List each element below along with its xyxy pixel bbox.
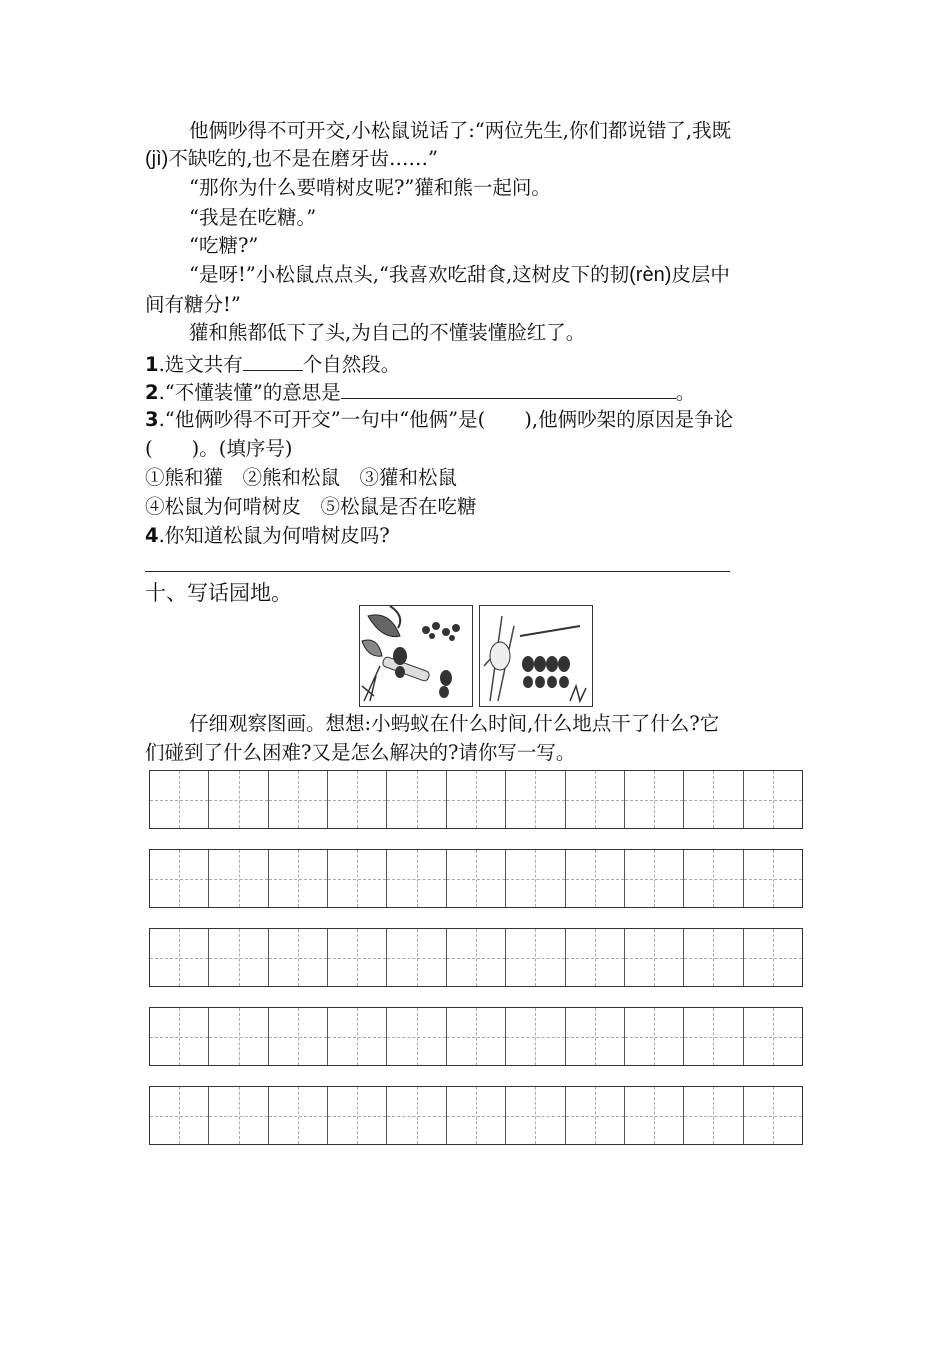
writing-cell[interactable] (208, 929, 267, 986)
writing-grid-row (149, 849, 803, 908)
question-1: 1.选文共有 个自然段。 (145, 350, 400, 378)
writing-cell[interactable] (505, 1008, 564, 1065)
passage-line: (jì)不缺吃的,也不是在磨牙齿……” (145, 147, 438, 170)
pinyin-annotation: (jì) (145, 148, 169, 170)
question-2: 2.“不懂装懂”的意思是 。 (145, 378, 695, 406)
writing-cell[interactable] (743, 1087, 802, 1144)
writing-prompt: 们碰到了什么困难?又是怎么解决的?请你写一写。 (145, 741, 576, 764)
writing-cell[interactable] (268, 850, 327, 907)
writing-cell[interactable] (327, 1008, 386, 1065)
writing-cell[interactable] (150, 771, 208, 828)
writing-cell[interactable] (565, 929, 624, 986)
ant-picture-2 (479, 605, 593, 707)
passage-line: 獾和熊都低下了头,为自己的不懂装懂脸红了。 (189, 321, 586, 344)
answer-blank[interactable] (243, 350, 303, 371)
writing-cell[interactable] (150, 1008, 208, 1065)
writing-cell[interactable] (386, 1008, 445, 1065)
writing-cell[interactable] (268, 929, 327, 986)
passage-line: 他俩吵得不可开交,小松鼠说话了:“两位先生,你们都说错了,我既 (189, 119, 732, 142)
passage-line: “是呀!”小松鼠点点头,“我喜欢吃甜食,这树皮下的韧(rèn)皮层中 (189, 263, 730, 286)
writing-cell[interactable] (743, 929, 802, 986)
pinyin-annotation: (rèn) (629, 264, 672, 286)
writing-cell[interactable] (327, 929, 386, 986)
writing-cell[interactable] (268, 771, 327, 828)
writing-cell[interactable] (565, 850, 624, 907)
writing-grid-row (149, 1007, 803, 1066)
question-3: 3.“他俩吵得不可开交”一句中“他俩”是( ),他俩吵架的原因是争论 (145, 408, 734, 431)
writing-cell[interactable] (565, 1087, 624, 1144)
writing-cell[interactable] (446, 1087, 505, 1144)
writing-cell[interactable] (683, 1008, 742, 1065)
writing-cell[interactable] (743, 850, 802, 907)
writing-cell[interactable] (446, 1008, 505, 1065)
writing-cell[interactable] (743, 771, 802, 828)
ant-picture-1 (359, 605, 473, 707)
writing-cell[interactable] (565, 771, 624, 828)
writing-cell[interactable] (505, 929, 564, 986)
writing-cell[interactable] (327, 1087, 386, 1144)
passage-line: “我是在吃糖。” (189, 206, 317, 229)
writing-cell[interactable] (150, 929, 208, 986)
writing-cell[interactable] (386, 850, 445, 907)
writing-cell[interactable] (743, 1008, 802, 1065)
writing-grid-row (149, 770, 803, 829)
writing-cell[interactable] (683, 771, 742, 828)
section-title: 十、写话园地。 (145, 581, 292, 605)
writing-cell[interactable] (683, 850, 742, 907)
writing-cell[interactable] (624, 850, 683, 907)
writing-cell[interactable] (505, 1087, 564, 1144)
writing-cell[interactable] (446, 850, 505, 907)
options-line: ④松鼠为何啃树皮 ⑤松鼠是否在吃糖 (145, 495, 477, 518)
passage-line: 间有糖分!” (145, 293, 241, 316)
writing-grid-row (149, 1086, 803, 1145)
passage-line: “那你为什么要啃树皮呢?”獾和熊一起问。 (189, 176, 551, 199)
writing-cell[interactable] (624, 1087, 683, 1144)
writing-cell[interactable] (150, 850, 208, 907)
answer-blank[interactable] (341, 378, 676, 399)
answer-line[interactable] (145, 571, 730, 572)
writing-cell[interactable] (683, 929, 742, 986)
writing-cell[interactable] (624, 1008, 683, 1065)
writing-cell[interactable] (327, 771, 386, 828)
passage-line: “吃糖?” (189, 234, 259, 257)
writing-cell[interactable] (208, 1087, 267, 1144)
question-4: 4.你知道松鼠为何啃树皮吗? (145, 524, 390, 547)
writing-cell[interactable] (386, 771, 445, 828)
writing-cell[interactable] (683, 1087, 742, 1144)
writing-cell[interactable] (446, 771, 505, 828)
writing-cell[interactable] (565, 1008, 624, 1065)
writing-cell[interactable] (327, 850, 386, 907)
writing-cell[interactable] (446, 929, 505, 986)
writing-cell[interactable] (624, 929, 683, 986)
writing-cell[interactable] (208, 1008, 267, 1065)
writing-cell[interactable] (268, 1087, 327, 1144)
writing-grid-row (149, 928, 803, 987)
writing-cell[interactable] (624, 771, 683, 828)
writing-cell[interactable] (505, 771, 564, 828)
writing-cell[interactable] (208, 771, 267, 828)
writing-cell[interactable] (268, 1008, 327, 1065)
writing-cell[interactable] (386, 929, 445, 986)
writing-cell[interactable] (505, 850, 564, 907)
writing-cell[interactable] (208, 850, 267, 907)
writing-cell[interactable] (150, 1087, 208, 1144)
question-3-cont: ( )。(填序号) (145, 437, 293, 460)
options-line: ①熊和獾 ②熊和松鼠 ③獾和松鼠 (145, 466, 458, 489)
writing-prompt: 仔细观察图画。想想:小蚂蚁在什么时间,什么地点干了什么?它 (189, 712, 720, 735)
writing-cell[interactable] (386, 1087, 445, 1144)
